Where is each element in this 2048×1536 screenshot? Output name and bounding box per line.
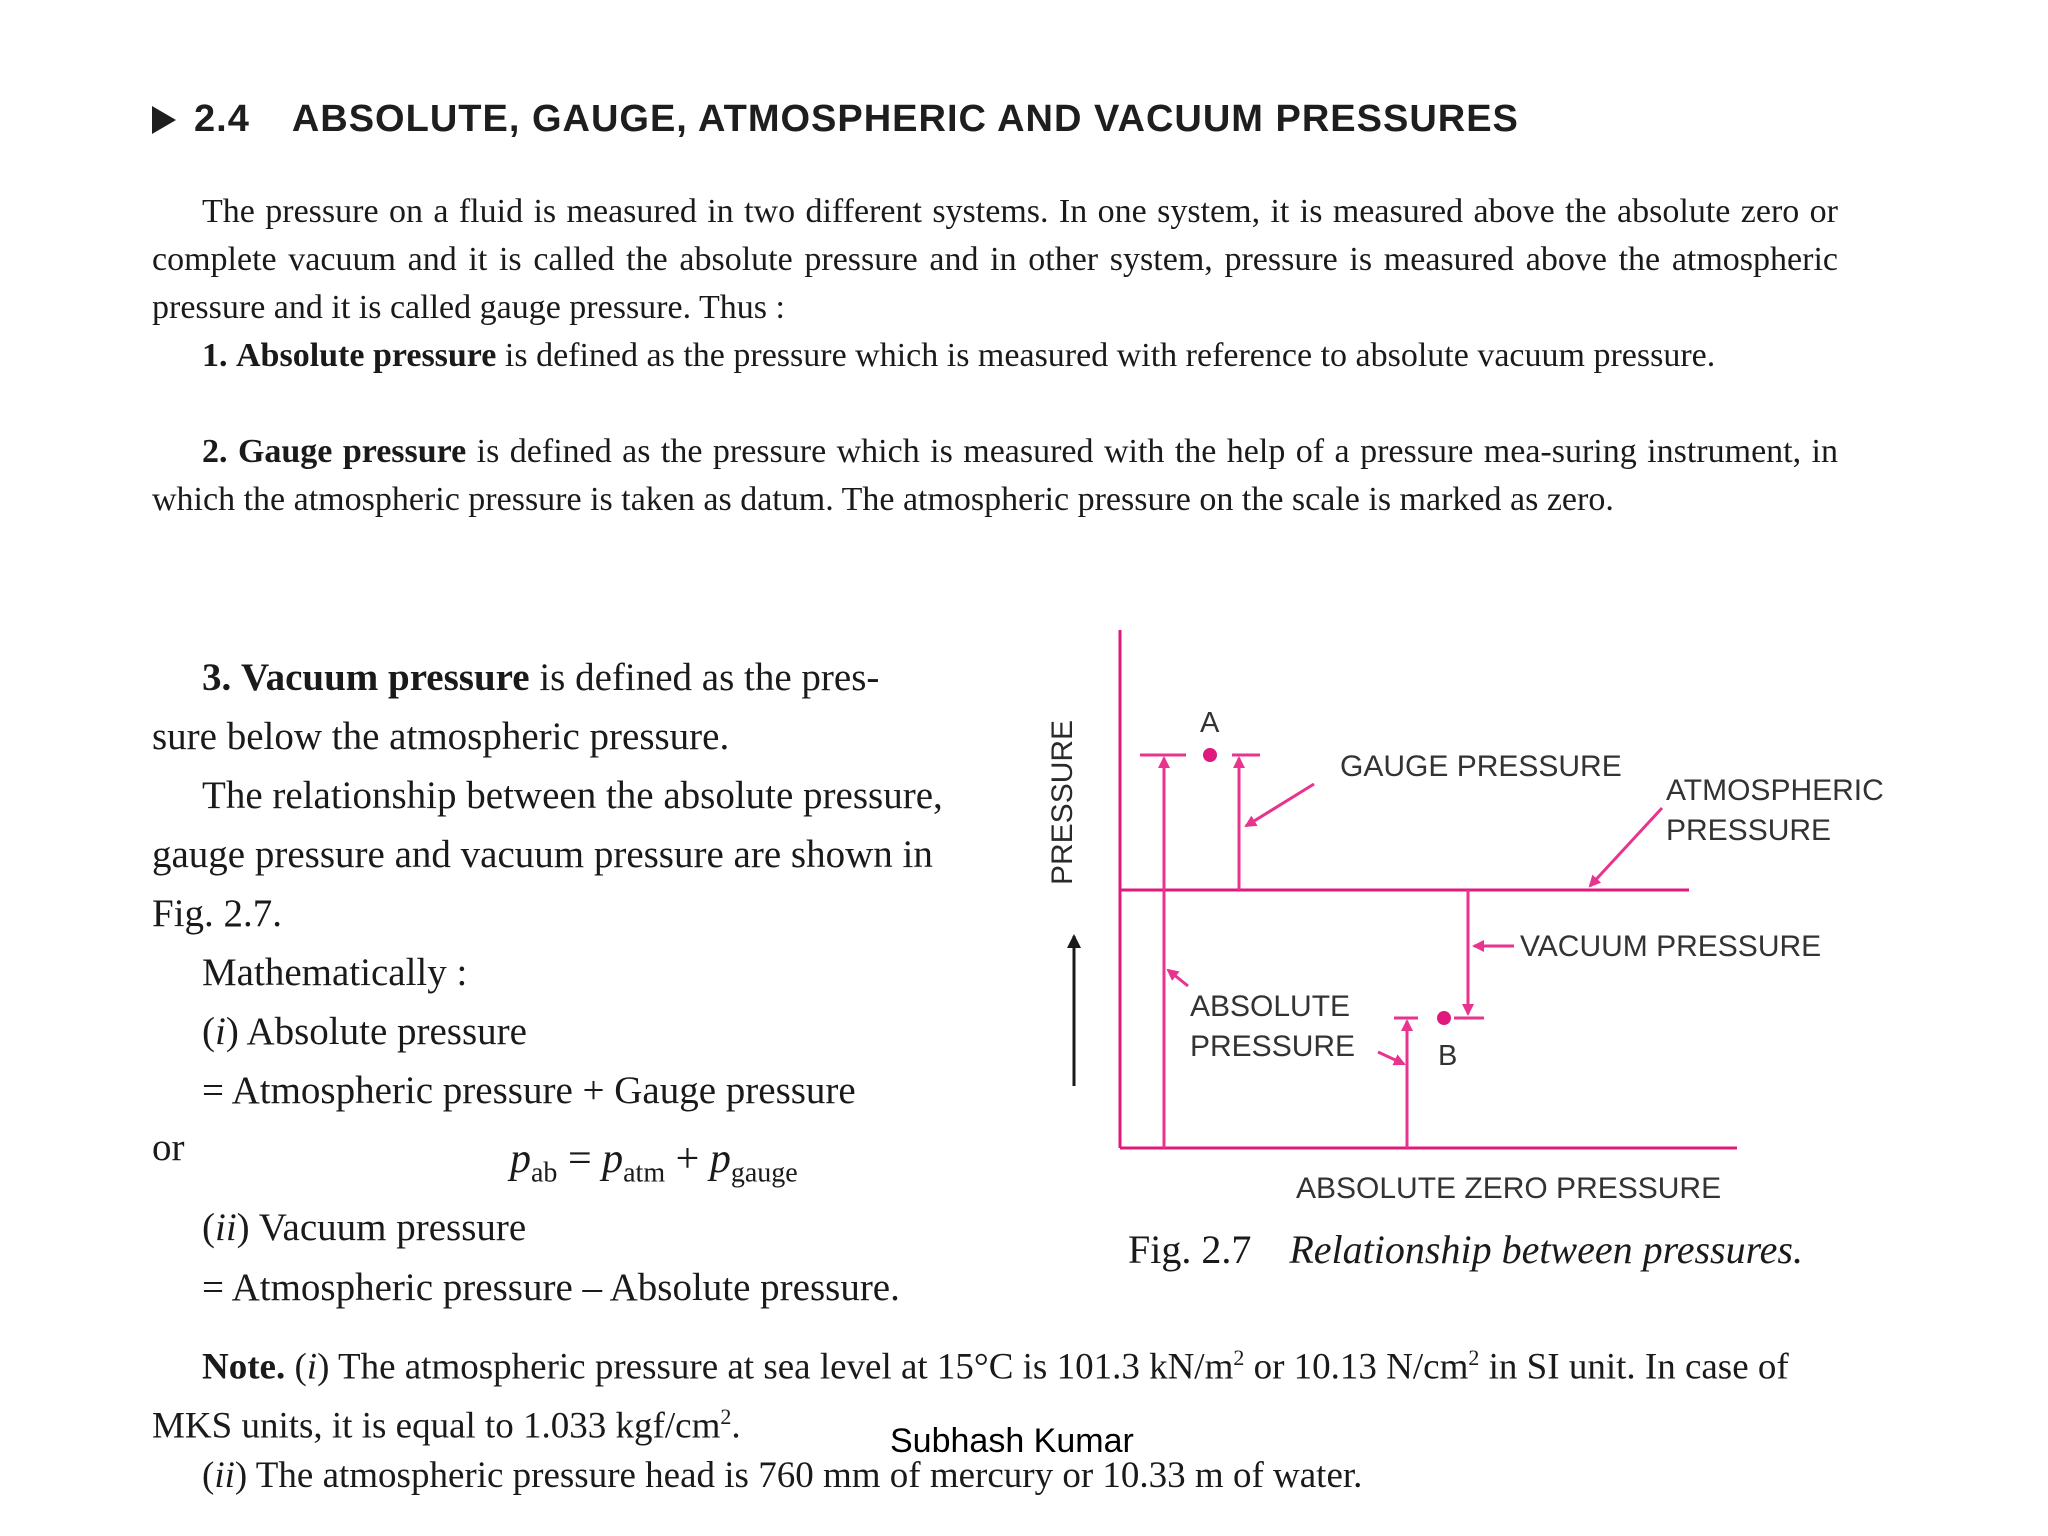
note-line3: (ii) The atmospheric pressure head is 760 mm of mercury or 10.33 m of water. — [202, 1455, 1363, 1496]
section-heading — [152, 98, 1519, 141]
atmospheric-label-line1: ATMOSPHERIC — [1666, 774, 1884, 807]
absolute-zero-label: ABSOLUTE ZERO PRESSURE — [1296, 1172, 1722, 1205]
absolute-label-line2: PRESSURE — [1190, 1030, 1356, 1063]
def3-number: 3. — [202, 656, 232, 699]
atmospheric-label-line2: PRESSURE — [1666, 814, 1832, 847]
math-equation-ii: = Atmospheric pressure – Absolute pressure. — [202, 1266, 900, 1309]
figure-caption — [1128, 1226, 1803, 1273]
pressure-diagram — [1040, 620, 1940, 1220]
relation-line3: Fig. 2.7. — [152, 892, 283, 935]
triangle-bullet-icon — [152, 106, 176, 134]
caption-title: Relationship between pressures. — [1289, 1227, 1803, 1272]
math-item-i: (i) Absolute pressure — [202, 1010, 527, 1053]
def3-line1: 3. Vacuum pressure is defined as the pres- — [202, 656, 880, 699]
section-number: 2.4 — [194, 98, 250, 140]
def1-number: 1. — [202, 337, 228, 374]
definition-gauge — [152, 428, 1838, 524]
left-column — [152, 648, 1022, 1328]
author-watermark: Subhash Kumar — [890, 1422, 1134, 1460]
def2-text: is defined as the pressure which is measured with the help of a pressure mea-suring instrument, in which the atmospheric pressure is taken as datum. The atmospheric pressure on the scale is marked as zero. — [152, 433, 1838, 518]
gauge-pressure-label: GAUGE PRESSURE — [1340, 750, 1622, 783]
absolute-leader-b-arrow — [1378, 1052, 1404, 1064]
point-a-label: A — [1200, 707, 1220, 739]
def2-number: 2. — [202, 433, 228, 470]
intro-text: The pressure on a fluid is measured in two different systems. In one system, it is measured above the absolute zero or complete vacuum and it is called the absolute pressure and in other system, pressure is measured above the atmospheric pressure and it is called gauge pressure. Thus : — [152, 193, 1838, 326]
gauge-leader-arrow — [1246, 784, 1314, 826]
or-label: or — [152, 1126, 185, 1169]
vacuum-pressure-label: VACUUM PRESSURE — [1520, 930, 1822, 963]
point-b-marker — [1437, 1011, 1451, 1025]
absolute-leader-a-arrow — [1168, 970, 1188, 986]
atmospheric-leader-arrow — [1590, 808, 1662, 886]
section-title: ABSOLUTE, GAUGE, ATMOSPHERIC AND VACUUM PRESSURES — [291, 98, 1519, 140]
intro-paragraph — [152, 188, 1838, 332]
def3-term: Vacuum pressure — [241, 656, 530, 699]
relation-line1: The relationship between the absolute pressure, — [202, 774, 943, 817]
def3-line2: sure below the atmospheric pressure. — [152, 715, 730, 758]
math-item-ii: (ii) Vacuum pressure — [202, 1206, 527, 1249]
definition-absolute — [152, 332, 1838, 380]
axis-label: PRESSURE — [1046, 719, 1079, 885]
absolute-label-line1: ABSOLUTE — [1190, 990, 1351, 1023]
note-line2: MKS units, it is equal to 1.033 kgf/$cm^2$. — [152, 1404, 741, 1447]
def1-text: is defined as the pressure which is measured with reference to absolute vacuum pressure. — [496, 337, 1716, 374]
note-line1: Note. (i) The atmospheric pressure at sea level at 15°C is 101.3 $kN/m^2$ or 10.13 $N/cm^2$ in SI unit. In case of — [202, 1345, 1789, 1388]
point-b-label: B — [1438, 1040, 1458, 1072]
math-intro: Mathematically : — [202, 951, 468, 994]
caption-label: Fig. 2.7 — [1128, 1227, 1252, 1272]
formula: $p_{ab} = p_{atm} + p_{gauge}$ — [510, 1136, 798, 1189]
def1-term: Absolute pressure — [236, 337, 497, 374]
def2-term: Gauge pressure — [237, 433, 467, 470]
relation-line2: gauge pressure and vacuum pressure are shown in — [152, 833, 933, 876]
math-equation-i: = Atmospheric pressure + Gauge pressure — [202, 1069, 856, 1112]
point-a-marker — [1203, 748, 1217, 762]
